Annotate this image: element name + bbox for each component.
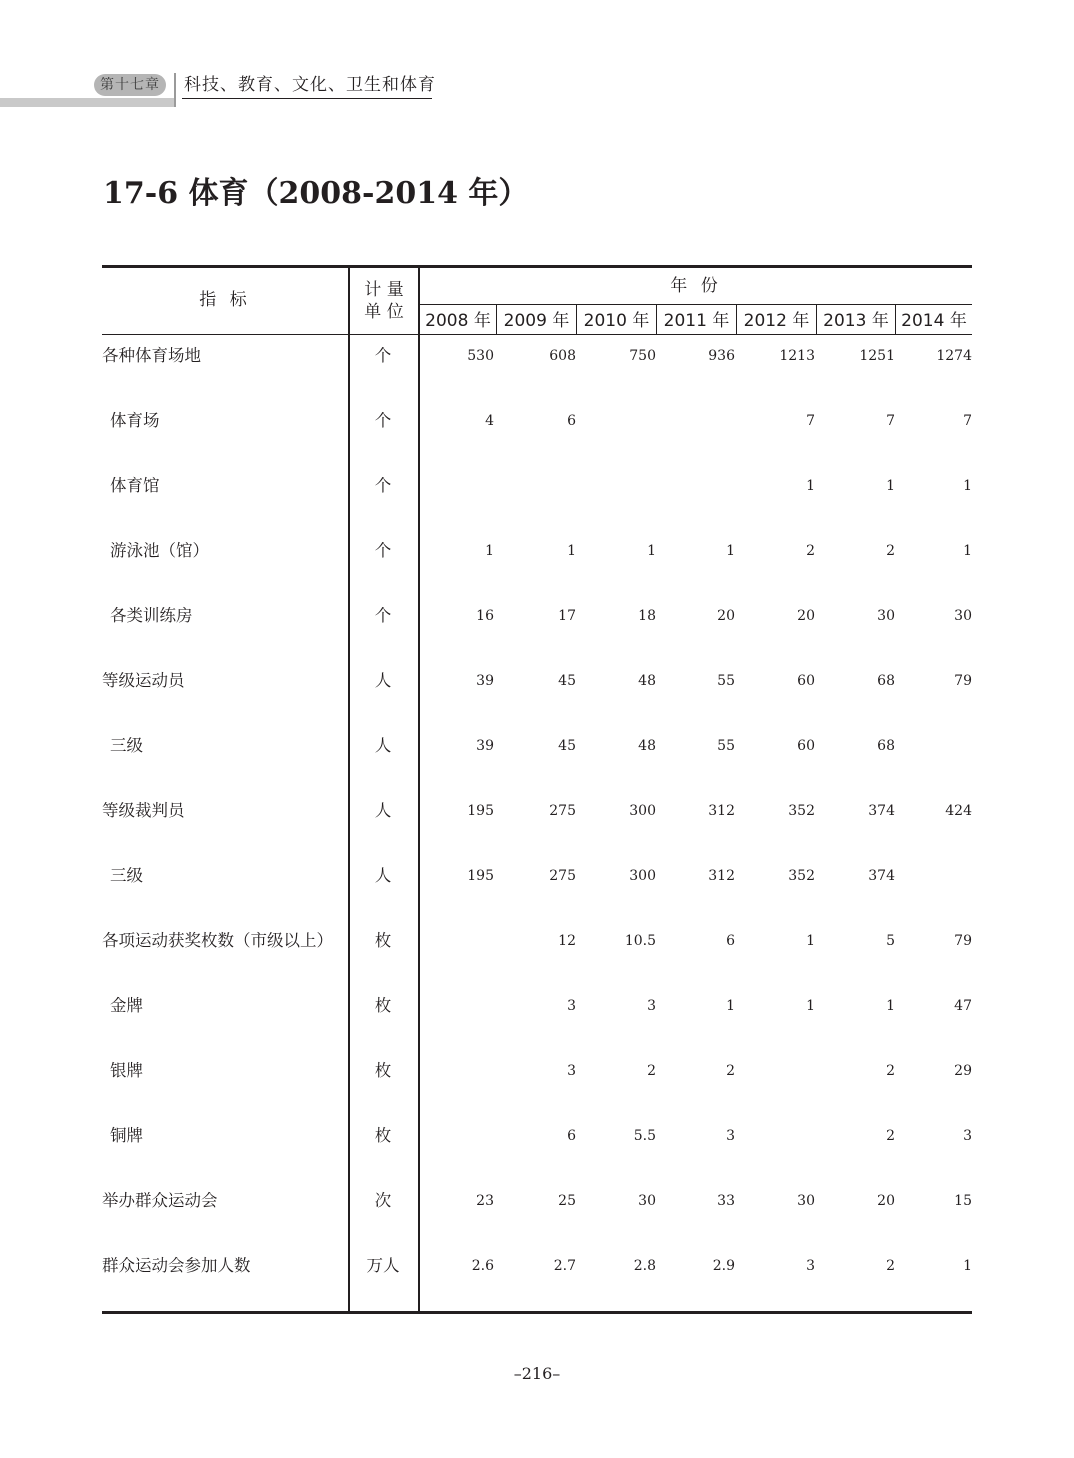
row-value: 48 <box>638 673 656 689</box>
row-value: 2.7 <box>553 1258 576 1274</box>
table-row <box>102 796 972 826</box>
table-row <box>102 1056 972 1086</box>
header-year: 2010 年 <box>583 311 650 331</box>
table-row <box>102 601 972 631</box>
table-row <box>102 926 972 956</box>
row-indicator: 群众运动会参加人数 <box>102 1256 251 1275</box>
row-value: 39 <box>476 673 494 689</box>
table-row <box>102 991 972 1021</box>
row-value: 1 <box>806 478 815 494</box>
row-value: 2 <box>886 1128 895 1144</box>
header-year: 2013 年 <box>823 311 889 331</box>
row-indicator: 三级 <box>110 736 143 755</box>
row-value: 18 <box>638 608 656 624</box>
row-value: 1274 <box>936 348 972 364</box>
row-value: 374 <box>868 868 895 884</box>
row-value: 1 <box>647 543 656 559</box>
row-value: 16 <box>476 608 494 624</box>
row-indicator: 银牌 <box>110 1061 143 1080</box>
chapter-title: 科技、教育、文化、卫生和体育 <box>184 75 436 95</box>
row-value: 300 <box>629 803 656 819</box>
row-value: 1 <box>726 543 735 559</box>
row-value: 60 <box>797 673 815 689</box>
row-value: 2.9 <box>712 1258 735 1274</box>
row-value: 23 <box>476 1193 494 1209</box>
row-unit: 人 <box>374 801 392 820</box>
row-value: 1 <box>963 543 972 559</box>
table-title: 17-6 体育（2008-2014 年） <box>103 176 529 211</box>
row-value: 15 <box>954 1193 972 1209</box>
row-value: 30 <box>638 1193 656 1209</box>
row-unit: 枚 <box>374 1126 392 1145</box>
row-value: 6 <box>726 933 735 949</box>
row-indicator: 等级运动员 <box>102 671 185 690</box>
row-unit: 枚 <box>374 931 392 950</box>
chapter-divider <box>174 73 176 107</box>
row-indicator: 各种体育场地 <box>102 346 201 365</box>
row-value: 48 <box>638 738 656 754</box>
header-unit-line1: 计 量 <box>364 280 404 300</box>
header-year: 2014 年 <box>901 311 967 331</box>
row-value: 1 <box>886 998 895 1014</box>
row-indicator: 铜牌 <box>110 1126 143 1145</box>
row-value: 7 <box>963 413 972 429</box>
row-value: 20 <box>717 608 735 624</box>
row-value: 79 <box>954 673 972 689</box>
row-value: 3 <box>963 1128 972 1144</box>
table-row <box>102 666 972 696</box>
row-value: 29 <box>954 1063 972 1079</box>
table-row <box>102 861 972 891</box>
row-value: 1 <box>567 543 576 559</box>
row-value: 374 <box>868 803 895 819</box>
table-row <box>102 406 972 436</box>
row-value: 1251 <box>859 348 895 364</box>
row-value: 2 <box>726 1063 735 1079</box>
table-bottom-rule <box>102 1311 972 1314</box>
row-value: 79 <box>954 933 972 949</box>
table-row <box>102 731 972 761</box>
row-value: 312 <box>708 803 735 819</box>
row-value: 312 <box>708 868 735 884</box>
row-value: 5 <box>886 933 895 949</box>
row-unit: 枚 <box>374 1061 392 1080</box>
row-value: 30 <box>954 608 972 624</box>
row-value: 195 <box>467 803 494 819</box>
row-value: 3 <box>726 1128 735 1144</box>
row-value: 2.6 <box>471 1258 494 1274</box>
row-value: 47 <box>954 998 972 1014</box>
row-unit: 次 <box>374 1191 392 1210</box>
row-unit: 个 <box>374 606 392 625</box>
table-row <box>102 536 972 566</box>
row-indicator: 金牌 <box>110 996 143 1015</box>
header-year: 2011 年 <box>663 311 730 331</box>
row-value: 195 <box>467 868 494 884</box>
row-indicator: 各项运动获奖枚数（市级以上） <box>102 931 333 950</box>
row-indicator: 体育馆 <box>110 476 160 495</box>
row-value: 60 <box>797 738 815 754</box>
row-value: 2 <box>806 543 815 559</box>
row-value: 1 <box>806 998 815 1014</box>
header-unit-line2: 单 位 <box>364 302 404 322</box>
row-value: 39 <box>476 738 494 754</box>
table-row <box>102 1186 972 1216</box>
row-value: 4 <box>485 413 494 429</box>
row-unit: 万人 <box>366 1256 400 1275</box>
row-value: 6 <box>567 1128 576 1144</box>
row-value: 2 <box>886 1258 895 1274</box>
row-value: 2 <box>886 543 895 559</box>
row-unit: 人 <box>374 671 392 690</box>
row-value: 352 <box>788 803 815 819</box>
row-value: 1 <box>806 933 815 949</box>
row-value: 2 <box>886 1063 895 1079</box>
statistics-table <box>102 265 972 1315</box>
row-value: 1213 <box>779 348 815 364</box>
table-row <box>102 1251 972 1281</box>
row-value: 1 <box>963 478 972 494</box>
row-value: 1 <box>726 998 735 1014</box>
row-value: 3 <box>806 1258 815 1274</box>
row-value: 300 <box>629 868 656 884</box>
row-value: 1 <box>485 543 494 559</box>
row-value: 424 <box>945 803 972 819</box>
row-value: 25 <box>558 1193 576 1209</box>
table-top-rule <box>102 265 972 268</box>
header-year-group: 年 份 <box>670 276 722 296</box>
chapter-title-underline <box>182 98 432 99</box>
row-unit: 个 <box>374 411 392 430</box>
row-value: 275 <box>549 803 576 819</box>
row-value: 68 <box>877 673 895 689</box>
row-unit: 人 <box>374 736 392 755</box>
year-group-rule <box>418 304 972 305</box>
row-value: 1 <box>886 478 895 494</box>
row-value: 6 <box>567 413 576 429</box>
row-value: 45 <box>558 673 576 689</box>
row-value: 7 <box>806 413 815 429</box>
row-unit: 个 <box>374 346 392 365</box>
row-value: 55 <box>717 673 735 689</box>
row-value: 3 <box>567 998 576 1014</box>
table-row <box>102 471 972 501</box>
table-row <box>102 1121 972 1151</box>
page-number: –216– <box>513 1364 561 1383</box>
header-year: 2009 年 <box>503 311 570 331</box>
row-value: 2 <box>647 1063 656 1079</box>
chapter-badge: 第十七章 <box>94 74 166 96</box>
row-value: 20 <box>877 1193 895 1209</box>
row-unit: 个 <box>374 541 392 560</box>
row-value: 608 <box>549 348 576 364</box>
row-value: 12 <box>558 933 576 949</box>
row-indicator: 等级裁判员 <box>102 801 185 820</box>
row-value: 55 <box>717 738 735 754</box>
row-value: 936 <box>708 348 735 364</box>
row-indicator: 体育场 <box>110 411 160 430</box>
row-value: 352 <box>788 868 815 884</box>
row-value: 7 <box>886 413 895 429</box>
row-indicator: 三级 <box>110 866 143 885</box>
header-year: 2012 年 <box>743 311 810 331</box>
row-indicator: 各类训练房 <box>110 606 193 625</box>
row-value: 1 <box>963 1258 972 1274</box>
row-indicator: 举办群众运动会 <box>102 1191 218 1210</box>
row-value: 30 <box>877 608 895 624</box>
row-value: 17 <box>558 608 576 624</box>
row-unit: 枚 <box>374 996 392 1015</box>
row-value: 5.5 <box>633 1128 656 1144</box>
row-value: 3 <box>567 1063 576 1079</box>
row-value: 45 <box>558 738 576 754</box>
row-indicator: 游泳池（馆） <box>110 541 209 560</box>
row-value: 10.5 <box>624 933 656 949</box>
row-value: 68 <box>877 738 895 754</box>
chapter-header-bar <box>0 98 175 107</box>
row-value: 20 <box>797 608 815 624</box>
header-year: 2008 年 <box>425 311 491 331</box>
row-unit: 个 <box>374 476 392 495</box>
row-unit: 人 <box>374 866 392 885</box>
row-value: 30 <box>797 1193 815 1209</box>
row-value: 275 <box>549 868 576 884</box>
header-indicator: 指 标 <box>199 290 251 310</box>
row-value: 750 <box>629 348 656 364</box>
row-value: 530 <box>467 348 494 364</box>
chapter-header <box>0 70 440 110</box>
table-row <box>102 341 972 371</box>
row-value: 3 <box>647 998 656 1014</box>
row-value: 2.8 <box>633 1258 656 1274</box>
row-value: 33 <box>717 1193 735 1209</box>
